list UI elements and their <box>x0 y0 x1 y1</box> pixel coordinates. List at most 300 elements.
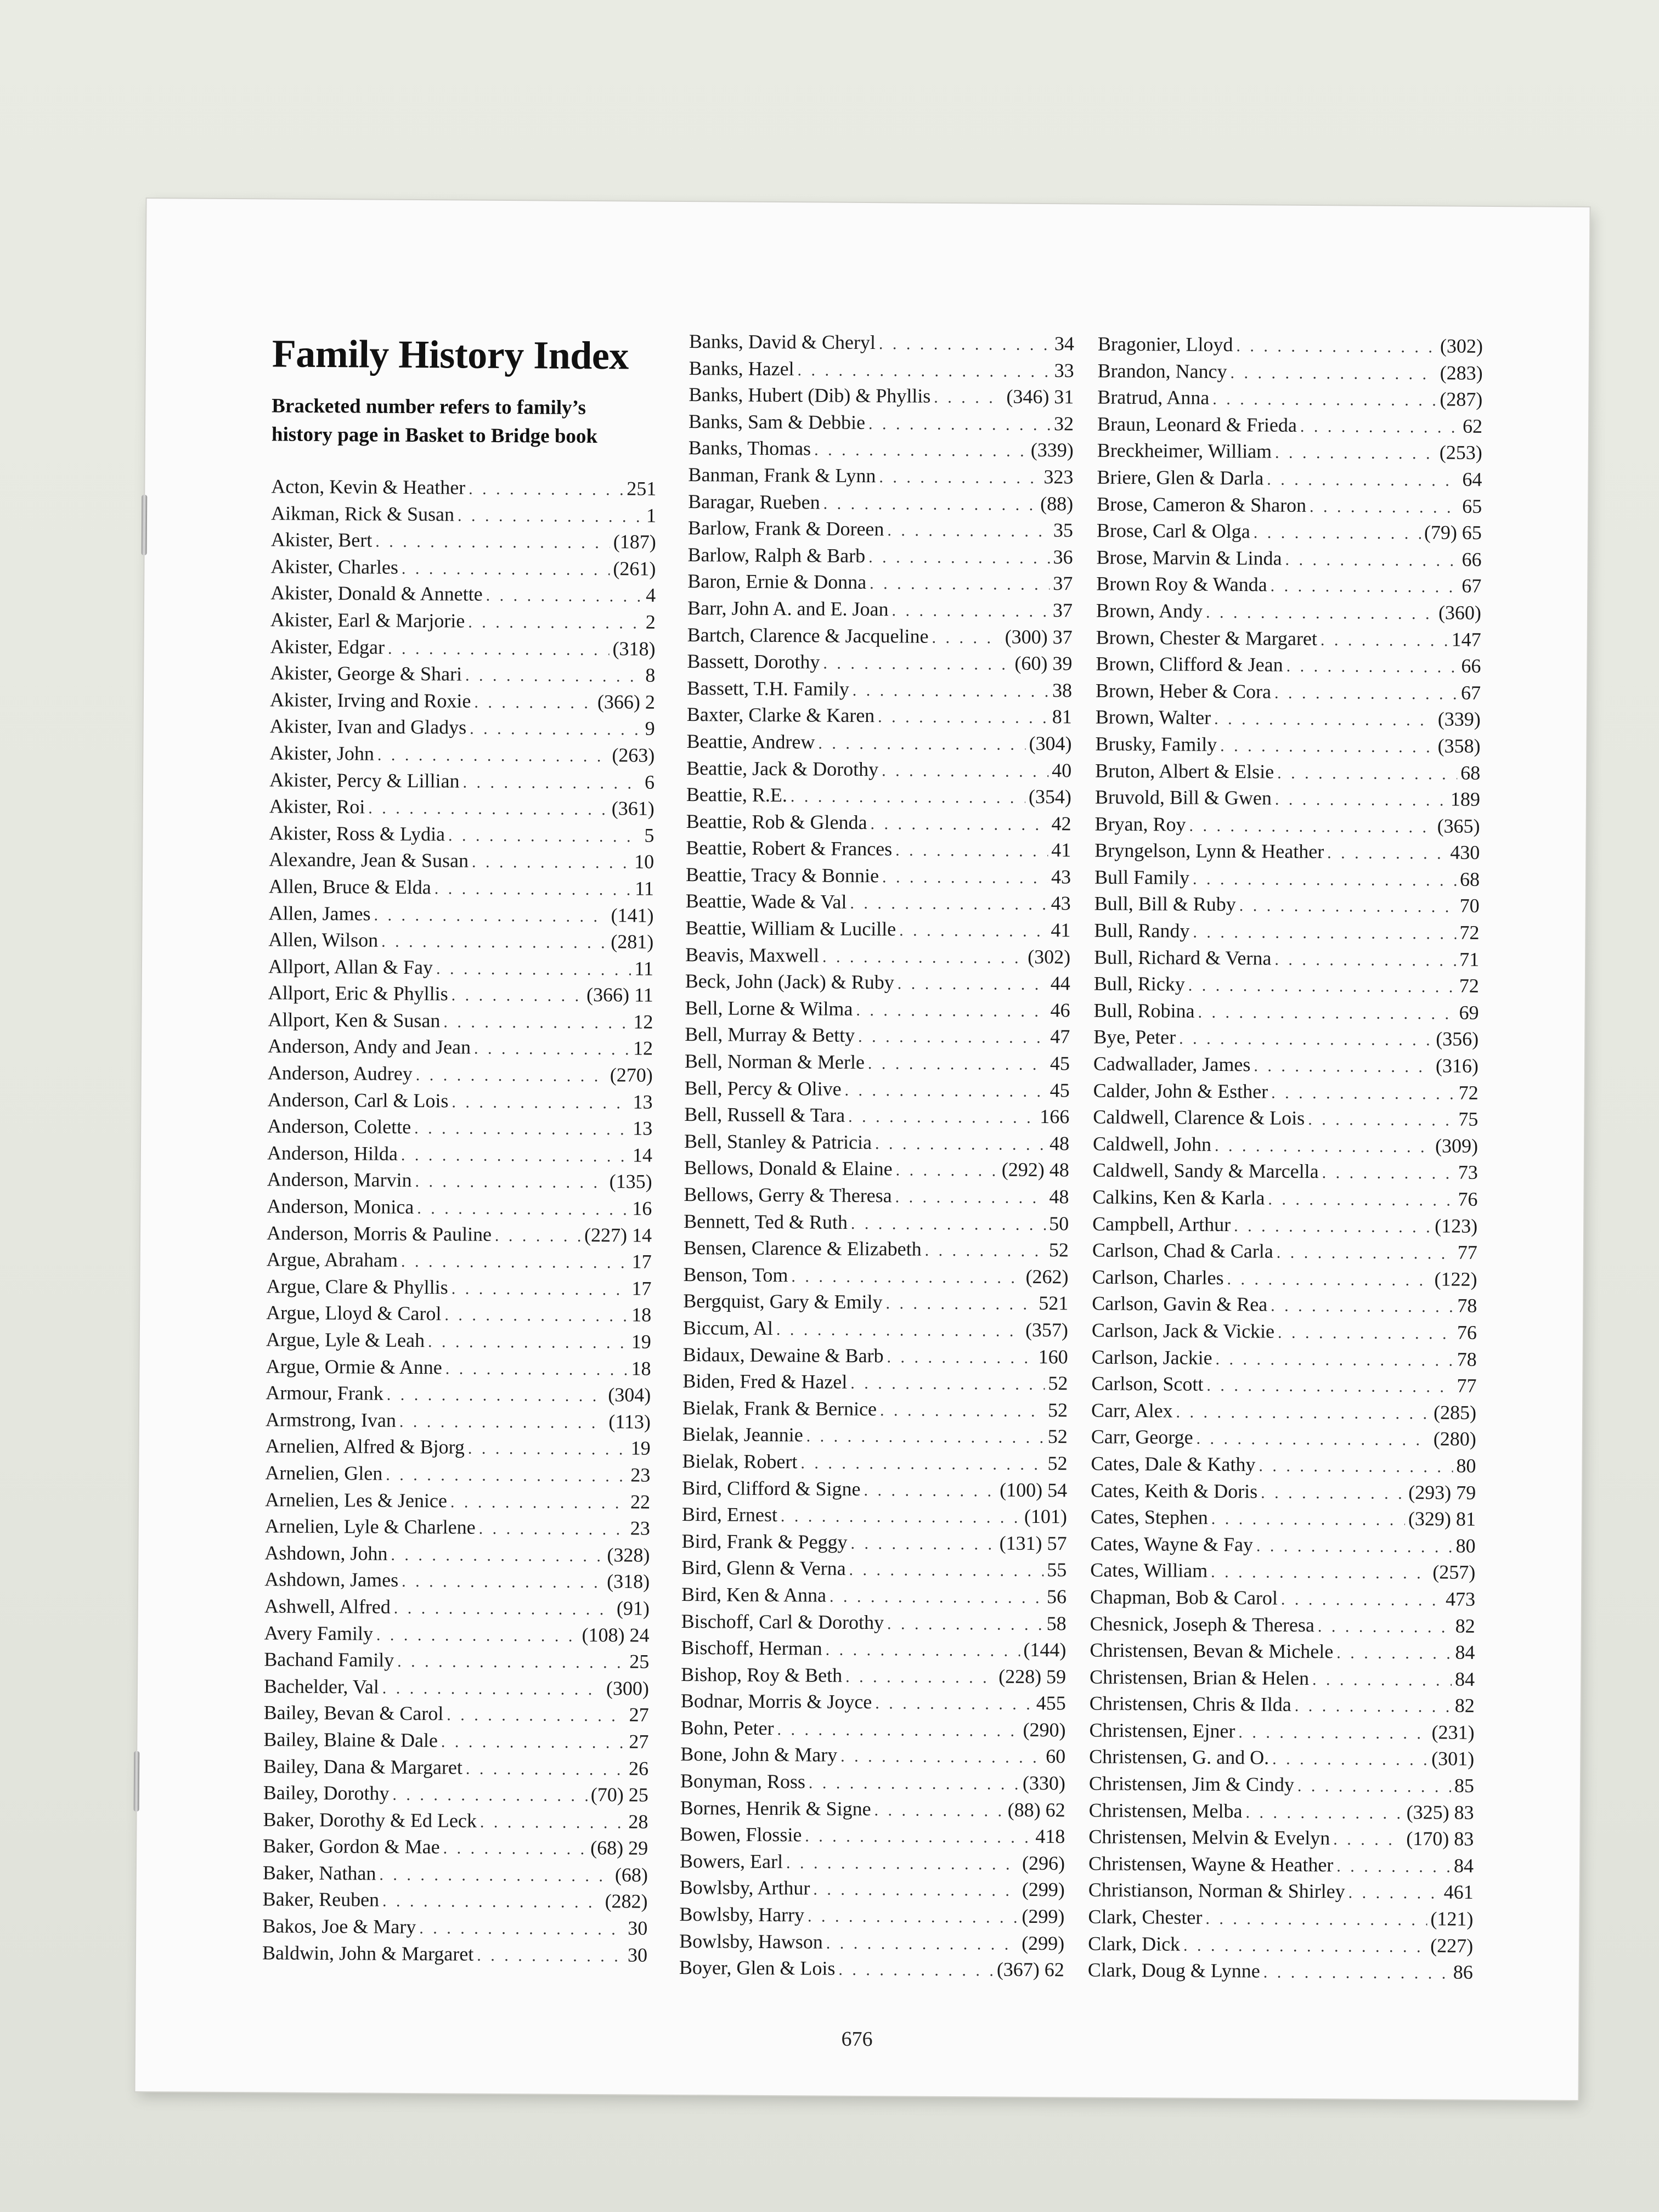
index-entry <box>688 461 1073 490</box>
dot-leader <box>845 1664 995 1691</box>
entry-page-ref: (170) 83 <box>1406 1827 1474 1850</box>
entry-page-ref: 52 <box>1048 1372 1068 1395</box>
index-entry <box>682 1475 1067 1504</box>
index-entry <box>687 541 1073 571</box>
index-entry <box>679 1928 1064 1957</box>
index-entry <box>1097 437 1482 466</box>
entry-name: Bachand Family <box>264 1648 394 1671</box>
entry-name: Bird, Ken & Anna <box>681 1583 827 1606</box>
index-entry <box>680 1714 1065 1743</box>
index-entry <box>1094 944 1479 973</box>
entry-name: Bell, Stanley & Patricia <box>684 1130 872 1153</box>
index-entry <box>270 686 655 715</box>
entry-page-ref: (135) <box>609 1170 652 1193</box>
index-entry <box>268 900 653 929</box>
index-entry <box>264 1566 650 1595</box>
dot-leader <box>826 1637 1020 1665</box>
index-entry <box>1090 1610 1475 1639</box>
entry-page-ref: 8 <box>645 664 656 686</box>
entry-name: Cates, Wayne & Fay <box>1090 1532 1254 1556</box>
dot-leader <box>791 783 1025 811</box>
dot-leader <box>1297 1773 1451 1801</box>
dot-leader <box>401 1249 629 1277</box>
dot-leader <box>849 1557 1043 1585</box>
index-entry <box>265 1459 650 1488</box>
index-entry <box>271 527 656 556</box>
index-entry <box>687 568 1073 597</box>
entry-page-ref: 323 <box>1043 465 1074 488</box>
index-entry <box>264 1646 649 1675</box>
entry-name: Beattie, Wade & Val <box>685 890 847 913</box>
entry-name: Argue, Clare & Phyllis <box>266 1275 448 1299</box>
index-entry <box>685 995 1070 1024</box>
entry-name: Argue, Ormie & Anne <box>266 1355 442 1378</box>
entry-name: Bailey, Bevan & Carol <box>263 1701 444 1725</box>
index-entry <box>687 595 1073 624</box>
dot-leader <box>838 1957 994 1984</box>
dot-leader <box>791 1263 1022 1291</box>
entry-page-ref: 52 <box>1047 1398 1068 1421</box>
dot-leader <box>1234 1213 1431 1241</box>
entry-name: Bell, Russell & Tara <box>684 1103 845 1127</box>
entry-page-ref: (366) 11 <box>586 984 653 1006</box>
index-entry <box>679 1901 1064 1930</box>
entry-page-ref: 13 <box>633 1117 653 1139</box>
entry-name: Banks, Hazel <box>689 357 794 380</box>
index-entry <box>270 660 655 689</box>
index-entry <box>682 1448 1067 1477</box>
dot-leader <box>374 902 607 930</box>
index-entry <box>1088 1904 1473 1933</box>
entry-name: Christensen, Chris & Ilda <box>1089 1692 1291 1716</box>
dot-leader <box>382 1675 603 1703</box>
entry-name: Clark, Chester <box>1088 1905 1203 1928</box>
entry-page-ref: (365) <box>1437 815 1480 837</box>
entry-page-ref: 55 <box>1047 1559 1067 1581</box>
entry-name: Braun, Leonard & Frieda <box>1097 413 1297 436</box>
dot-leader <box>478 1516 627 1543</box>
entry-name: Allport, Eric & Phyllis <box>268 981 448 1005</box>
entry-name: Bratrud, Anna <box>1097 386 1210 409</box>
dot-leader <box>1230 360 1436 388</box>
entry-name: Calder, John & Esther <box>1093 1079 1268 1103</box>
dot-leader <box>468 1436 628 1463</box>
entry-name: Allen, Bruce & Elda <box>268 875 431 899</box>
dot-leader <box>809 1770 1019 1798</box>
dot-leader <box>435 876 632 904</box>
index-entry <box>271 473 656 502</box>
entry-page-ref: (329) 81 <box>1408 1508 1476 1530</box>
entry-name: Bye, Peter <box>1093 1026 1176 1048</box>
index-entry <box>1093 1104 1478 1133</box>
entry-name: Carr, George <box>1091 1425 1193 1449</box>
dot-leader <box>486 583 642 610</box>
entry-page-ref: 86 <box>1453 1961 1473 1984</box>
entry-page-ref: (262) <box>1025 1265 1069 1288</box>
dot-leader <box>1196 1426 1430 1454</box>
dot-leader <box>882 864 1048 891</box>
entry-page-ref: (354) <box>1028 785 1072 808</box>
entry-name: Christensen, Ejner <box>1089 1719 1235 1742</box>
entry-name: Baron, Ernie & Donna <box>687 570 867 594</box>
entry-name: Briere, Glen & Darla <box>1097 466 1264 489</box>
entry-page-ref: (302) <box>1440 335 1483 357</box>
dot-leader <box>416 1062 607 1090</box>
dot-leader <box>1300 414 1459 441</box>
entry-page-ref: (290) <box>1023 1718 1066 1741</box>
entry-name: Armstrong, Ivan <box>265 1408 397 1431</box>
entry-page-ref: (113) <box>608 1410 651 1433</box>
index-entry <box>266 1380 651 1409</box>
entry-name: Brusky, Family <box>1095 732 1217 755</box>
dot-leader <box>808 1903 1019 1931</box>
entry-page-ref: 33 <box>1054 359 1074 381</box>
index-entry <box>681 1528 1066 1557</box>
entry-page-ref: (100) 54 <box>1000 1479 1068 1501</box>
index-entry <box>262 1912 647 1942</box>
index-entry <box>1093 1077 1479 1106</box>
index-entry <box>266 1406 651 1435</box>
entry-page-ref: (285) <box>1433 1401 1477 1424</box>
entry-name: Carlson, Gavin & Rea <box>1092 1292 1268 1316</box>
entry-name: Bruton, Albert & Elsie <box>1095 759 1274 783</box>
index-entry <box>680 1848 1065 1877</box>
index-entry <box>1093 1024 1479 1053</box>
dot-leader <box>870 811 1048 839</box>
index-entry <box>680 1795 1065 1824</box>
entry-name: Anderson, Audrey <box>267 1062 413 1085</box>
dot-leader <box>1271 573 1459 601</box>
entry-page-ref: (309) <box>1435 1135 1479 1157</box>
index-entry <box>1097 490 1482 520</box>
dot-leader <box>1312 1667 1452 1694</box>
dot-leader <box>368 795 608 823</box>
dot-leader <box>797 357 1051 385</box>
entry-name: Arnelien, Glen <box>265 1462 383 1485</box>
entry-name: Christensen, Jim & Cindy <box>1088 1772 1295 1796</box>
entry-name: Christensen, Brian & Helen <box>1090 1666 1310 1689</box>
entry-page-ref: 147 <box>1451 628 1481 651</box>
index-entry <box>266 1433 651 1462</box>
entry-page-ref: (328) <box>607 1543 650 1566</box>
entry-name: Bone, John & Mary <box>680 1743 838 1767</box>
dot-leader <box>1281 1587 1442 1614</box>
dot-leader <box>399 1409 606 1437</box>
dot-leader <box>1183 1932 1427 1960</box>
entry-name: Bergquist, Gary & Emily <box>683 1290 883 1313</box>
dot-leader <box>850 890 1048 918</box>
entry-page-ref: 82 <box>1454 1694 1475 1717</box>
dot-leader <box>806 1424 1045 1452</box>
dot-leader <box>880 1397 1045 1425</box>
index-entry <box>1092 1237 1477 1266</box>
dot-leader <box>458 503 643 531</box>
entry-page-ref: 40 <box>1052 759 1072 781</box>
index-entry <box>1093 1130 1478 1159</box>
index-entry <box>684 1128 1069 1157</box>
entry-page-ref: 251 <box>627 477 657 500</box>
dot-leader <box>858 1024 1047 1052</box>
entry-page-ref: 82 <box>1455 1615 1475 1637</box>
dot-leader <box>895 838 1048 865</box>
index-entry <box>688 515 1073 544</box>
entry-page-ref: 48 <box>1049 1132 1070 1155</box>
entry-page-ref: 84 <box>1453 1854 1474 1877</box>
dot-leader <box>1220 733 1435 761</box>
entry-page-ref: (361) <box>611 797 654 820</box>
entry-name: Bischoff, Carl & Dorothy <box>681 1610 884 1633</box>
entry-page-ref: (357) <box>1025 1318 1069 1341</box>
dot-leader <box>465 663 642 691</box>
index-entry <box>262 1939 647 1968</box>
dot-leader <box>882 758 1048 785</box>
index-entry <box>264 1700 649 1729</box>
entry-name: Akister, Donald & Annette <box>270 582 483 606</box>
entry-name: Anderson, Carl & Lois <box>267 1088 449 1112</box>
index-entry <box>685 915 1070 944</box>
index-entry <box>263 1833 648 1862</box>
entry-name: Ashwell, Alfred <box>264 1595 391 1618</box>
dot-leader <box>864 1477 996 1505</box>
entry-page-ref: 46 <box>1050 998 1070 1022</box>
index-entry <box>265 1486 650 1515</box>
dot-leader <box>813 1877 1019 1905</box>
dot-leader <box>856 997 1047 1025</box>
dot-leader <box>452 1276 629 1304</box>
dot-leader <box>417 1195 629 1223</box>
index-entry <box>679 1954 1064 1983</box>
entry-page-ref: 10 <box>634 850 654 873</box>
entry-page-ref: 52 <box>1047 1452 1068 1475</box>
index-entry <box>685 1075 1070 1104</box>
dot-leader <box>1272 1746 1428 1774</box>
index-entry <box>270 553 656 582</box>
index-entry <box>1091 1370 1476 1400</box>
dot-leader <box>1193 866 1457 895</box>
index-entry <box>271 500 656 529</box>
entry-name: Barr, John A. and E. Joan <box>687 596 889 620</box>
index-entry <box>264 1673 649 1702</box>
entry-page-ref: 38 <box>1052 679 1073 702</box>
entry-page-ref: (227) 14 <box>584 1223 652 1246</box>
dot-leader <box>840 1743 1042 1771</box>
index-entry <box>1096 677 1481 706</box>
entry-page-ref: (300) <box>606 1677 650 1700</box>
entry-name: Allport, Ken & Susan <box>268 1008 441 1032</box>
index-entry <box>683 1341 1068 1370</box>
dot-leader <box>776 1317 1022 1345</box>
entry-page-ref: 76 <box>1458 1188 1478 1210</box>
entry-name: Banks, Hubert (Dib) & Phyllis <box>689 383 931 407</box>
entry-name: Calkins, Ken & Karla <box>1092 1186 1265 1209</box>
index-entry <box>1094 810 1480 839</box>
entry-name: Allen, James <box>268 901 371 925</box>
index-entry <box>1090 1690 1475 1719</box>
entry-name: Bornes, Henrik & Signe <box>680 1796 871 1820</box>
entries <box>262 473 657 1968</box>
index-entry <box>1094 837 1480 866</box>
entry-name: Bellows, Gerry & Theresa <box>684 1183 892 1207</box>
entry-name: Brose, Cameron & Sharon <box>1097 493 1307 516</box>
entry-name: Beattie, Tracy & Bonnie <box>685 863 879 887</box>
entry-page-ref: (88) 62 <box>1007 1798 1065 1821</box>
entry-page-ref: 47 <box>1050 1025 1070 1048</box>
page-title: Family History Index <box>272 331 629 378</box>
entry-name: Bonyman, Ross <box>680 1770 806 1793</box>
entry-name: Bielak, Frank & Bernice <box>682 1396 877 1420</box>
entry-page-ref: 70 <box>1459 895 1480 917</box>
dot-leader <box>469 476 623 504</box>
index-entry <box>267 1193 652 1222</box>
index-entry <box>682 1421 1068 1450</box>
entry-page-ref: 42 <box>1051 812 1071 835</box>
entry-page-ref: 30 <box>627 1944 648 1966</box>
dot-leader <box>879 464 1040 492</box>
entry-name: Beattie, Jack & Dorothy <box>686 757 879 780</box>
entry-page-ref: (283) <box>1440 361 1483 384</box>
entry-name: Caldwell, Sandy & Marcella <box>1092 1159 1319 1183</box>
entry-page-ref: (356) <box>1436 1028 1479 1051</box>
dot-leader <box>850 1531 996 1558</box>
index-entry <box>264 1539 650 1568</box>
entry-page-ref: 23 <box>630 1517 650 1539</box>
entry-page-ref: 12 <box>633 1011 653 1033</box>
entry-page-ref: 81 <box>1052 706 1072 728</box>
index-page <box>135 199 1589 2100</box>
index-entry <box>686 861 1071 890</box>
dot-leader <box>1275 787 1447 815</box>
entry-name: Carlson, Charles <box>1092 1266 1224 1289</box>
index-entry <box>1092 1210 1477 1239</box>
index-entry <box>685 968 1070 997</box>
entry-page-ref: 76 <box>1457 1321 1477 1344</box>
entry-page-ref: 64 <box>1462 468 1482 490</box>
index-entry <box>269 740 654 769</box>
entry-name: Armour, Frank <box>266 1381 383 1404</box>
entry-page-ref: 68 <box>1460 761 1481 784</box>
dot-leader <box>381 929 607 957</box>
index-entry <box>1089 1717 1474 1746</box>
entry-page-ref: 66 <box>1461 654 1481 677</box>
index-entry <box>1089 1770 1474 1799</box>
index-entry <box>682 1501 1067 1530</box>
index-entry <box>1090 1663 1475 1692</box>
entry-page-ref: (282) <box>605 1890 648 1913</box>
dot-leader <box>1336 1853 1451 1881</box>
entry-name: Banks, David & Cheryl <box>689 330 876 354</box>
entry-page-ref: 11 <box>635 877 654 900</box>
index-entry <box>1089 1743 1474 1773</box>
dot-leader <box>1188 973 1456 1001</box>
entry-name: Aikman, Rick & Susan <box>270 501 455 526</box>
dot-leader <box>1206 600 1435 628</box>
dot-leader <box>1189 812 1434 840</box>
dot-leader <box>1198 1000 1455 1028</box>
dot-leader <box>1295 1693 1452 1720</box>
dot-leader <box>1268 1187 1454 1215</box>
entry-page-ref: 85 <box>1454 1774 1475 1797</box>
entry-page-ref: 34 <box>1054 332 1075 355</box>
entry-page-ref: 28 <box>628 1810 648 1833</box>
entry-name: Akister, Charles <box>270 555 399 578</box>
entry-name: Bruvold, Bill & Gwen <box>1094 786 1272 809</box>
entry-name: Alexandre, Jean & Susan <box>269 848 469 872</box>
dot-leader <box>885 1291 1035 1318</box>
entry-name: Akister, George & Shari <box>270 662 462 685</box>
dot-leader <box>844 1077 1046 1105</box>
entry-page-ref: (231) <box>1431 1721 1475 1743</box>
dot-leader <box>887 517 1050 545</box>
dot-leader <box>786 1850 1019 1878</box>
dot-leader <box>1245 1799 1403 1827</box>
entry-name: Akister, Bert <box>270 528 373 551</box>
index-entry <box>682 1395 1068 1424</box>
entry-page-ref: (79) 65 <box>1424 521 1482 544</box>
dot-leader <box>419 1915 624 1943</box>
entry-page-ref: (108) 24 <box>582 1623 650 1646</box>
entry-page-ref: (304) <box>1029 732 1072 755</box>
entry-page-ref: 84 <box>1455 1668 1475 1690</box>
index-entry <box>1088 1850 1474 1879</box>
index-entry <box>1094 890 1480 919</box>
entry-name: Bull, Ricky <box>1093 972 1185 995</box>
subtitle-line-1: Bracketed number refers to family’s <box>272 394 586 419</box>
entry-name: Bull, Richard & Verna <box>1094 946 1272 969</box>
entry-name: Bell, Murray & Betty <box>685 1023 855 1047</box>
dot-leader <box>830 1584 1043 1612</box>
entry-page-ref: (227) <box>1430 1934 1474 1957</box>
entry-name: Baldwin, John & Margaret <box>262 1942 474 1965</box>
index-entry <box>269 873 654 902</box>
entry-name: Brown, Walter <box>1095 706 1211 729</box>
entry-name: Bull, Randy <box>1094 919 1190 942</box>
dot-leader <box>777 1717 1019 1745</box>
entry-name: Bryan, Roy <box>1094 812 1186 836</box>
entries <box>679 328 1074 1983</box>
index-entry <box>689 328 1074 357</box>
entry-name: Bell, Percy & Olive <box>684 1076 842 1100</box>
entry-name: Bartch, Clarence & Jacqueline <box>687 623 929 647</box>
entry-page-ref: (296) <box>1022 1852 1065 1875</box>
dot-leader <box>452 1089 629 1117</box>
entry-page-ref: 77 <box>1457 1374 1477 1397</box>
index-entry <box>685 941 1070 970</box>
dot-leader <box>1322 1160 1454 1188</box>
entry-name: Bird, Glenn & Verna <box>681 1556 846 1580</box>
dot-leader <box>1321 627 1448 654</box>
entry-page-ref: 19 <box>631 1330 651 1353</box>
entry-name: Bohn, Peter <box>680 1716 774 1739</box>
entry-name: Cates, Stephen <box>1090 1505 1209 1528</box>
dot-leader <box>1254 520 1421 547</box>
entry-name: Akister, Ivan and Gladys <box>269 715 467 738</box>
entry-page-ref: 17 <box>631 1277 652 1300</box>
entry-page-ref: 26 <box>628 1757 649 1780</box>
entry-page-ref: 48 <box>1049 1186 1069 1208</box>
index-entry <box>1095 784 1480 813</box>
index-entry <box>268 953 653 982</box>
index-entry <box>1094 864 1480 893</box>
entry-name: Christensen, Melvin & Evelyn <box>1088 1825 1330 1849</box>
dot-leader <box>1333 1827 1403 1854</box>
entry-name: Baxter, Clarke & Karen <box>686 703 875 727</box>
entry-page-ref: (367) 62 <box>996 1958 1064 1981</box>
entry-name: Baragar, Rueben <box>688 490 820 514</box>
entry-page-ref: 37 <box>1053 572 1073 595</box>
entry-name: Anderson, Marvin <box>267 1168 412 1192</box>
entry-page-ref: 77 <box>1457 1241 1477 1264</box>
entry-name: Biccum, Al <box>682 1316 774 1339</box>
